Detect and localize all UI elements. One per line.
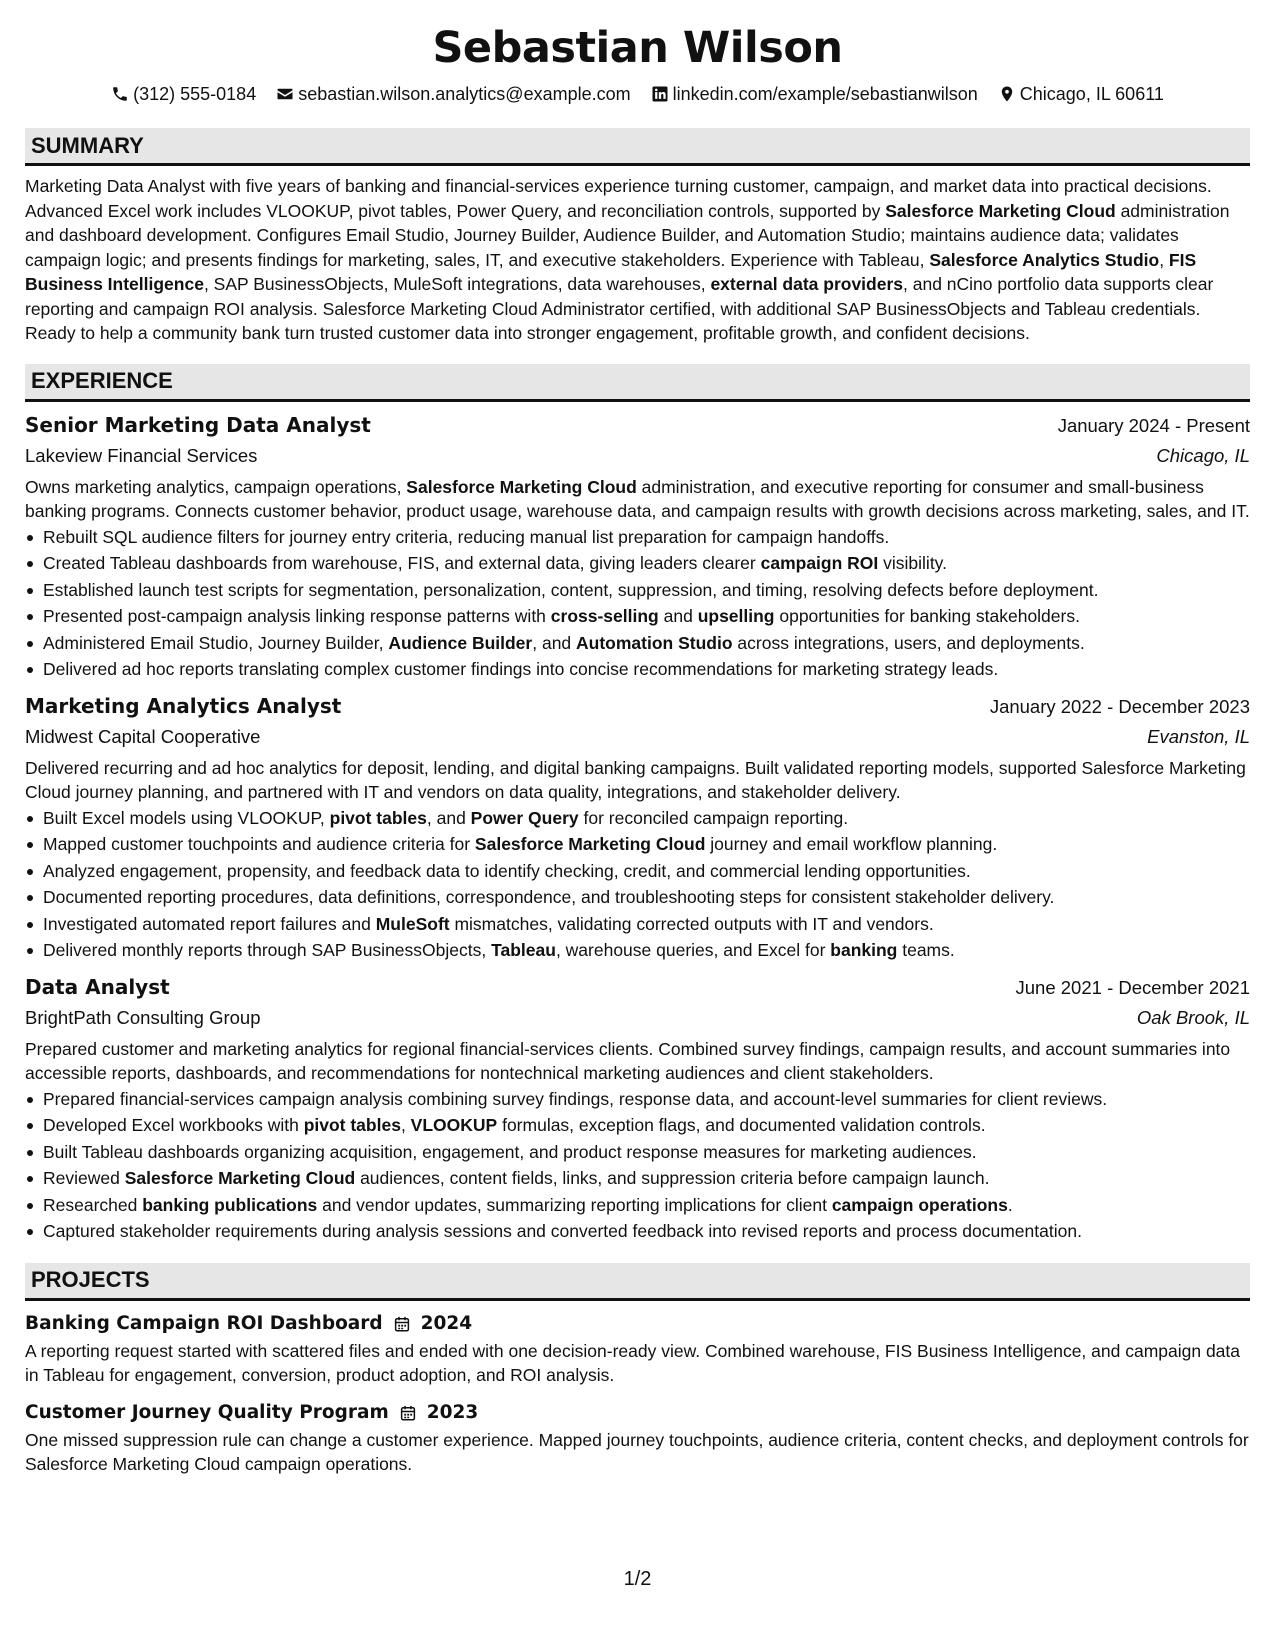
- list-item: Built Excel models using VLOOKUP, pivot tables, and Power Query for reconciled campaign reporting.: [25, 805, 1250, 832]
- emphasis-text: banking publications: [142, 1194, 318, 1215]
- job-company: BrightPath Consulting Group: [25, 1006, 261, 1028]
- calendar-icon: [393, 1315, 411, 1333]
- emphasis-text: Tableau: [491, 940, 556, 960]
- list-item: Established launch test scripts for segmentation, personalization, content, suppression, and timing, resolving defects before deployment.: [25, 577, 1250, 604]
- contact-location: [998, 82, 1164, 106]
- list-item: Researched banking publications and vendor updates, summarizing reporting implications for client campaign operations.: [25, 1192, 1250, 1219]
- contact-linkedin[interactable]: [651, 82, 978, 106]
- project-description: One missed suppression rule can change a customer experience. Mapped journey touchpoints, audience criteria, content checks, and deployment controls for Salesforce Marketing Cloud campaign operations.: [25, 1429, 1249, 1474]
- list-item: Investigated automated report failures and MuleSoft mismatches, validating corrected outputs with IT and vendors.: [25, 911, 1250, 938]
- job-dates: June 2021 - December 2021: [1015, 976, 1250, 998]
- emphasis-text: external data providers: [710, 274, 904, 294]
- emphasis-text: upselling: [697, 606, 775, 626]
- project-entry: [25, 1398, 1250, 1477]
- project-entry: [25, 1309, 1250, 1388]
- emphasis-text: Salesforce Analytics Studio: [929, 249, 1160, 270]
- emphasis-text: campaign ROI: [760, 553, 879, 573]
- emphasis-text: Salesforce Marketing Cloud: [124, 1168, 356, 1188]
- emphasis-text: Salesforce Marketing Cloud: [885, 200, 1116, 221]
- list-item: Presented post-campaign analysis linking response patterns with cross-selling and upselling opportunities for banking stakeholders.: [25, 603, 1250, 630]
- project-name: Customer Journey Quality Program: [25, 1401, 389, 1423]
- job-description: Prepared customer and marketing analytics for regional financial-services clients. Combined survey findings, campaign results, and account summaries into accessible reports, dashboards, and recommendations for nontechnical marketing audiences and client stakeholders.: [25, 1038, 1231, 1083]
- experience-list: [25, 410, 1250, 1245]
- calendar-icon: [399, 1404, 417, 1422]
- contact-row: [25, 82, 1250, 106]
- project-year: 2024: [420, 1312, 473, 1334]
- emphasis-text: Power Query: [470, 807, 579, 828]
- job-location: Chicago, IL: [1156, 444, 1250, 466]
- job-company-row: [25, 722, 1250, 752]
- location-text: Chicago, IL 60611: [1019, 84, 1164, 104]
- job-description: Delivered recurring and ad hoc analytics for deposit, lending, and digital banking campaigns. Built validated reporting models, supported Salesforce Marketing Cloud journey planning, and partnered with IT and vendors on data quality, integrations, and stakeholder delivery.: [25, 757, 1246, 802]
- job-title-row: [25, 691, 1250, 722]
- emphasis-text: pivot tables: [303, 1115, 401, 1135]
- linkedin-icon: [651, 85, 669, 103]
- job-location: Evanston, IL: [1147, 725, 1250, 747]
- job-description: Owns marketing analytics, campaign operations, Salesforce Marketing Cloud administration, and executive reporting for consumer and small-business banking programs. Connects customer behavior, product usage, warehouse data, and campaign results with growth decisions across marketing, sales, and IT.: [25, 476, 1250, 521]
- list-item: Captured stakeholder requirements during analysis sessions and converted feedback into revised reports and process documentation.: [25, 1218, 1250, 1245]
- linkedin-text[interactable]: linkedin.com/example/sebastianwilson: [672, 84, 978, 104]
- list-item: Reviewed Salesforce Marketing Cloud audiences, content fields, links, and suppression criteria before campaign launch.: [25, 1165, 1250, 1192]
- job-title: Marketing Analytics Analyst: [25, 693, 342, 718]
- emphasis-text: Audience Builder: [388, 632, 533, 653]
- summary-text: Marketing Data Analyst with five years of banking and financial-services experience turning customer, campaign, and market data into practical decisions. Advanced Excel work includes VLOOKUP, pivot tables, Power Query, and reconciliation controls, supported by Salesforce Marketing Cloud administration and dashboard development. Configures Email Studio, Journey Builder, Audience Builder, and Automation Studio; maintains audience data; validates campaign logic; and presents findings for marketing, sales, IT, and executive stakeholders. Experience with Tableau, Salesforce Analytics Studio, FIS Business Intelligence, SAP BusinessObjects, MuleSoft integrations, data warehouses, external data providers, and nCino portfolio data supports clear reporting and campaign ROI analysis. Salesforce Marketing Cloud Administrator certified, with additional SAP BusinessObjects and Tableau credentials. Ready to help a community bank turn trusted customer data into stronger engagement, profitable growth, and confident decisions.: [25, 176, 1230, 343]
- list-item: Administered Email Studio, Journey Builder, Audience Builder, and Automation Studio across integrations, users, and deployments.: [25, 630, 1250, 657]
- job-company: Midwest Capital Cooperative: [25, 725, 261, 747]
- emphasis-text: FIS Business Intelligence: [25, 249, 1197, 294]
- emphasis-text: VLOOKUP: [410, 1115, 498, 1135]
- job-location: Oak Brook, IL: [1136, 1006, 1250, 1028]
- job-title: Data Analyst: [25, 974, 170, 999]
- page-number: 1/2: [623, 1568, 652, 1590]
- project-head: [25, 1309, 1250, 1339]
- envelope-icon: [276, 85, 294, 103]
- emphasis-text: Salesforce Marketing Cloud: [406, 476, 637, 497]
- project-name: Banking Campaign ROI Dashboard: [25, 1312, 383, 1334]
- list-item: Delivered ad hoc reports translating complex customer findings into concise recommendations for marketing strategy leads.: [25, 656, 1250, 683]
- job-bullets: [25, 1086, 1250, 1245]
- list-item: Developed Excel workbooks with pivot tables, VLOOKUP formulas, exception flags, and documented validation controls.: [25, 1112, 1250, 1139]
- job-company-row: [25, 1003, 1250, 1033]
- list-item: Rebuilt SQL audience filters for journey entry criteria, reducing manual list preparation for campaign handoffs.: [25, 524, 1250, 551]
- job-dates: January 2024 - Present: [1057, 414, 1250, 436]
- contact-phone: [111, 82, 256, 106]
- emphasis-text: MuleSoft: [375, 913, 450, 934]
- job-bullets: [25, 805, 1250, 964]
- section-summary-header: SUMMARY: [25, 128, 1250, 166]
- projects-list: [25, 1309, 1250, 1477]
- job-entry: [25, 410, 1250, 683]
- emphasis-text: pivot tables: [329, 807, 427, 828]
- phone-icon: [111, 85, 129, 103]
- list-item: Analyzed engagement, propensity, and feedback data to identify checking, credit, and commercial lending opportunities.: [25, 858, 1250, 885]
- list-item: Built Tableau dashboards organizing acquisition, engagement, and product response measures for marketing audiences.: [25, 1139, 1250, 1166]
- project-year: 2023: [426, 1401, 479, 1423]
- emphasis-text: cross-selling: [550, 606, 659, 626]
- list-item: Created Tableau dashboards from warehouse, FIS, and external data, giving leaders clearer campaign ROI visibility.: [25, 550, 1250, 577]
- resume-content: [25, 18, 1250, 1477]
- project-head: [25, 1398, 1250, 1428]
- job-company: Lakeview Financial Services: [25, 444, 258, 466]
- candidate-name: Sebastian Wilson: [432, 23, 843, 73]
- email-text[interactable]: sebastian.wilson.analytics@example.com: [298, 84, 631, 104]
- job-title-row: [25, 972, 1250, 1003]
- list-item: Mapped customer touchpoints and audience criteria for Salesforce Marketing Cloud journey and email workflow planning.: [25, 831, 1250, 858]
- job-company-row: [25, 441, 1250, 471]
- section-experience-header: EXPERIENCE: [25, 364, 1250, 402]
- job-title: Senior Marketing Data Analyst: [25, 412, 371, 437]
- section-projects-header: PROJECTS: [25, 1263, 1250, 1301]
- job-bullets: [25, 524, 1250, 683]
- contact-email[interactable]: [276, 82, 630, 106]
- job-title-row: [25, 410, 1250, 441]
- job-dates: January 2022 - December 2023: [989, 695, 1250, 717]
- job-entry: [25, 972, 1250, 1245]
- emphasis-text: banking: [830, 940, 898, 960]
- list-item: Documented reporting procedures, data definitions, correspondence, and troubleshooting steps for consistent stakeholder delivery.: [25, 884, 1250, 911]
- calendar-icon-wrap: [393, 1315, 411, 1333]
- emphasis-text: campaign operations: [831, 1194, 1008, 1215]
- calendar-icon-wrap: [399, 1404, 417, 1422]
- list-item: Delivered monthly reports through SAP BusinessObjects, Tableau, warehouse queries, and Excel for banking teams.: [25, 937, 1250, 964]
- map-pin-icon: [998, 85, 1016, 103]
- phone-text: (312) 555-0184: [133, 84, 257, 104]
- job-entry: [25, 691, 1250, 964]
- project-description: A reporting request started with scattered files and ended with one decision-ready view. Combined warehouse, FIS Business Intelligence, and campaign data in Tableau for engagement, conversion, product adoption, and ROI analysis.: [25, 1340, 1241, 1385]
- emphasis-text: Salesforce Marketing Cloud: [474, 834, 706, 854]
- emphasis-text: Automation Studio: [576, 632, 733, 653]
- list-item: Prepared financial-services campaign analysis combining survey findings, response data, and account-level summaries for client reviews.: [25, 1086, 1250, 1113]
